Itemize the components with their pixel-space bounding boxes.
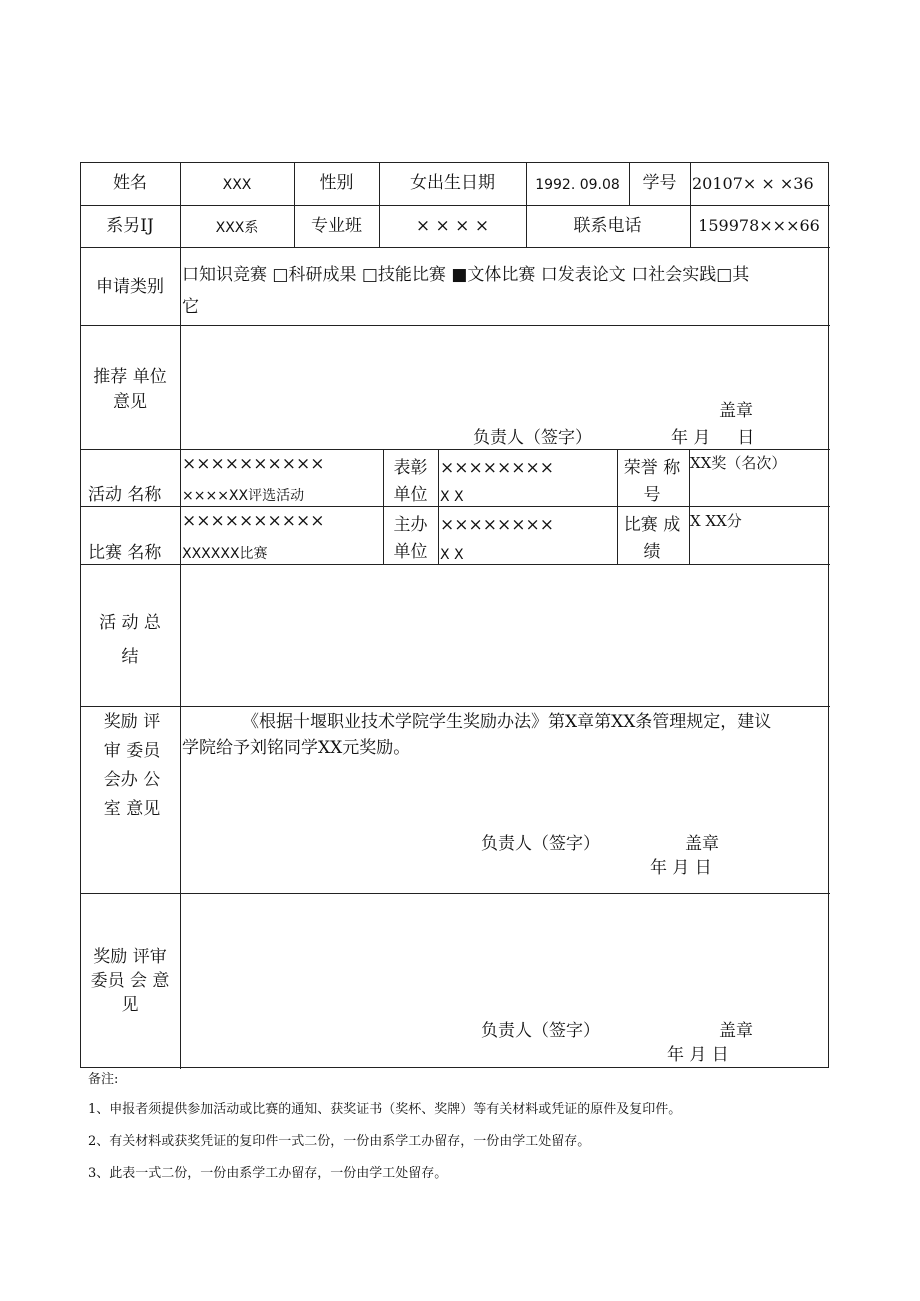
contest-name-label: 比赛 名称 — [88, 543, 162, 563]
apply-category-options-cont: 它 — [182, 297, 199, 317]
committee-date: 年 月 日 — [667, 1045, 729, 1065]
recommend-label: 意见 — [113, 392, 147, 412]
award-unit-value: X X — [440, 489, 464, 505]
recommend-seal: 盖章 — [719, 401, 753, 421]
office-opinion-label: 室 意见 — [103, 799, 161, 819]
apply-category-label: 申请类别 — [96, 277, 164, 297]
note-item: 2、有关材料或获奖凭证的复印件一式二份，一份由系学工办留存，一份由学工处留存。 — [88, 1134, 591, 1149]
office-opinion-label: 会办 公 — [103, 770, 161, 790]
gender-dob-label: 女出生日期 — [410, 173, 495, 193]
name-label: 姓名 — [113, 173, 147, 193]
office-date: 年 月 日 — [650, 858, 712, 878]
award-unit-value: ×××××××× — [440, 458, 554, 478]
class-value: × × × × — [415, 216, 490, 236]
row-divider — [81, 449, 830, 450]
honor-title-label: 荣誉 称 — [623, 458, 681, 478]
row-divider — [81, 893, 830, 894]
phone-value: 159978×××66 — [698, 216, 820, 235]
phone-label: 联系电话 — [573, 216, 642, 236]
contest-score-value: X XX分 — [690, 512, 742, 530]
row-divider — [81, 325, 830, 326]
activity-summary-label: 结 — [121, 647, 139, 667]
dob-value: 1992. 09.08 — [535, 177, 620, 193]
office-signer: 负责人（签字） — [481, 834, 600, 854]
committee-signer: 负责人（签字） — [481, 1021, 600, 1041]
apply-category-options: 口知识竞赛 □科研成果 □技能比赛 ■文体比赛 口发表论文 口社会实践□其 — [182, 265, 750, 285]
notes-title: 备注: — [88, 1072, 119, 1087]
host-unit-label: 主办 — [393, 515, 428, 535]
honor-title-label: 号 — [643, 485, 661, 505]
office-opinion-text: 《根据十堰职业技术学院学生奖励办法》第X章第XX条管理规定，建议 — [242, 712, 772, 732]
office-opinion-label: 审 委员 — [103, 741, 161, 761]
row-divider — [81, 247, 830, 248]
host-unit-value: X X — [440, 547, 464, 563]
cell-divider — [690, 163, 691, 205]
activity-name-value: ×××××××××× — [182, 454, 325, 474]
committee-opinion-label: 见 — [121, 995, 139, 1015]
name-value: XXX — [222, 177, 252, 193]
committee-seal: 盖章 — [719, 1021, 753, 1041]
department-value: XXX系 — [215, 220, 259, 236]
note-item: 3、此表一式二份，一份由系学工办留存，一份由学工处留存。 — [88, 1166, 448, 1181]
award-unit-label: 单位 — [393, 485, 428, 505]
student-id-label: 学号 — [642, 173, 677, 193]
host-unit-value: ×××××××× — [440, 515, 554, 535]
contest-name-value: ×××××××××× — [182, 511, 325, 531]
activity-name-label: 活动 名称 — [88, 485, 162, 505]
activity-summary-label: 活 动 总 — [99, 613, 161, 633]
note-item: 1、申报者须提供参加活动或比赛的通知、获奖证书（奖杯、奖牌）等有关材料或凭证的原件及复印件。 — [88, 1102, 682, 1117]
gender-label: 性别 — [319, 173, 354, 193]
office-opinion-text: 学院给予刘铭同学XX元奖励。 — [182, 738, 411, 758]
student-id-value: 20107× × ×36 — [692, 174, 814, 193]
class-label: 专业班 — [311, 216, 362, 236]
office-seal: 盖章 — [685, 834, 719, 854]
committee-opinion-label: 委员 会 意 — [90, 971, 170, 991]
cell-divider — [438, 449, 439, 564]
recommend-date: 年 月 日 — [671, 428, 755, 448]
contest-name-value: XXXXXX比赛 — [182, 546, 268, 562]
recommend-signer: 负责人（签字） — [473, 428, 592, 448]
host-unit-label: 单位 — [393, 542, 428, 562]
contest-score-label: 绩 — [643, 542, 661, 562]
committee-opinion-label: 奖励 评审 — [93, 947, 167, 967]
honor-title-value: XX奖（名次） — [690, 454, 787, 472]
activity-name-value: ××××XX评选活动 — [182, 488, 305, 504]
row-divider — [81, 706, 830, 707]
recommend-label: 推荐 单位 — [93, 367, 167, 387]
label-column-divider — [180, 163, 181, 1069]
office-opinion-label: 奖励 评 — [103, 712, 161, 732]
award-unit-label: 表彰 — [393, 458, 428, 478]
contest-score-label: 比赛 成 — [623, 515, 681, 535]
department-label: 系另IJ — [106, 216, 154, 236]
row-divider — [81, 205, 830, 206]
